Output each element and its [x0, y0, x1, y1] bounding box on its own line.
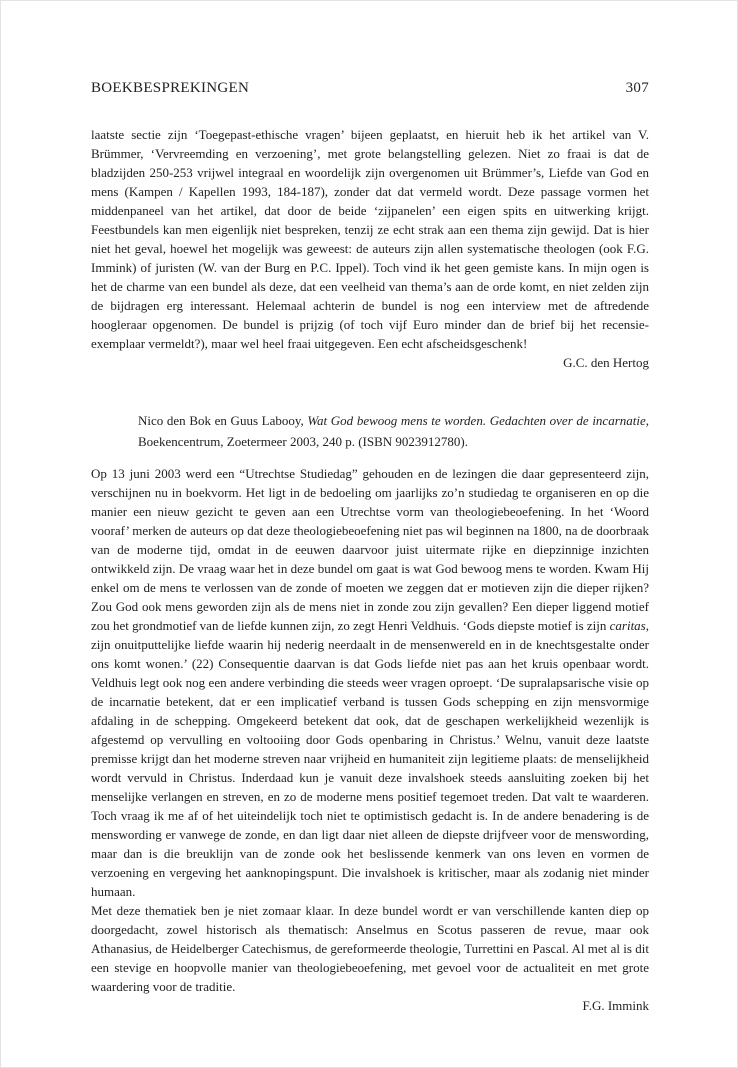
- review-2-signature: F.G. Immink: [582, 998, 649, 1013]
- page-header: [91, 79, 649, 97]
- review-2-paragraph-2: Met deze thematiek ben je niet zomaar klaar. In deze bundel wordt er van verschillende kanten diep op doorgedacht, zowel historisch als thematisch: Anselmus en Scotus passeren de revue, maar ook Athanasius, de Heidelberger Catechismus, de gereformeerde theologie, Turrettini en Pascal. Al met al is dit een stevige en hoopvolle manier van theologiebeoefening, met gevoel voor de actualiteit en met grote waardering voor de traditie.: [91, 903, 649, 994]
- review-1-paragraph: laatste sectie zijn ‘Toegepast-ethische vragen’ bijeen geplaatst, en hieruit heb ik het artikel van V. Brümmer, ‘Vervreemding en verzoening’, met grote belangstelling gelezen. Niet zo fraai is dat de bladzijden 250-253 vrijwel integraal en woordelijk zijn overgenomen uit Brümmer’s, Liefde van God en mens (Kampen / Kapellen 1993, 184-187), zonder dat dat vermeld wordt. Deze passage vormen het middenpaneel van het artikel, dat door de beide ‘zijpanelen’ een eigen spits en uitwerking krijgt. Feestbundels kan men eigenlijk niet bespreken, tenzij ze echt strak aan een thema zijn gewijd. Dat is hier niet het geval, hoewel het mogelijk was geweest: de auteurs zijn allen systematische theologen (ook F.G. Immink) of juristen (W. van der Burg en P.C. Ippel). Toch vind ik het geen gemiste kans. In mijn ogen is het de charme van een bundel als deze, dat een veelheid van thema’s aan de orde komt, en niet zelden zijn de bijdragen erg interessant. Helemaal achterin de bundel is nog een interview met de aftredende hoogleraar opgenomen. De bundel is prijzig (of toch vijf Euro minder dan de brief bij het recensie-exemplaar vermeldt?), maar wel heel fraai uitgegeven. Een echt afscheidsgeschenk!: [91, 127, 649, 351]
- page-body: [91, 125, 649, 1015]
- review-2-paragraph-1: Op 13 juni 2003 werd een “Utrechtse Studiedag” gehouden en de lezingen die daar gepresenteerd zijn, verschijnen nu in boekvorm. Het ligt in de bedoeling om jaarlijks zo’n studiedag te organiseren en op die manier een nieuw gezicht te geven aan een Utrechtse vorm van theologiebeoefening. In het ‘Woord vooraf’ merken de auteurs op dat deze theologiebeoefening niet pas wil beginnen na 1800, na de doorbraak van de moderne tijd, omdat in de eeuwen daarvoor juist uitermate rijke en diepzinnige inzichten ontwikkeld zijn. De vraag waar het in deze bundel om gaat is wat God bewoog mens te worden. Kwam Hij enkel om de mens te verlossen van de zonde of moeten we zeggen dat er motieven zijn die dieper rijken? Zou God ook mens geworden zijn als de mens niet in zonde zou zijn gevallen? Een dieper liggend motief zou het grondmotief van de liefde kunnen zijn, zo zegt Henri Veldhuis. ‘Gods diepste motief is zijn caritas, zijn onuitputtelijke liefde waarin hij nederig neerdaalt in de mensenwereld en in de knechtsgestalte onder ons komt wonen.’ (22) Consequentie daarvan is dat Gods liefde niet pas aan het kruis openbaar wordt. Veldhuis legt ook nog een andere verbinding die steeds weer vragen oproept. ‘De supralapsarische visie op de incarnatie betekent, dat er een implicatief verband is tussen Gods schepping en zijn mensvormige afdaling in de schepping. Omgekeerd betekent dat ook, dat de geschapen werkelijkheid wezenlijk is afgestemd op vervulling en voltooiing door Gods openbaring in Christus.’ Welnu, vanuit deze laatste premisse krijgt dan het moderne streven naar vrijheid en humaniteit zijn legitieme plaats: de menselijkheid wordt vervuld in Christus. Inderdaad kun je vanuit deze invalshoek steeds aansluiting zoeken bij het menselijke verlangen en streven, en zo de moderne mens positief tegemoet treden. Dat valt te waarderen. Toch vraag ik me af of het uiteindelijk toch niet te optimistisch gedacht is. In de andere benadering is de menswording er vanwege de zonde, en dan ligt daar niet alleen de diepste drijfveer voor de menswording, maar dan is die breuklijn van de zonde ook het beslissende kenmerk van ons leven en vormen de verzoening en vergeving het aanknopingspunt. Die invalshoek is kritischer, maar als zodanig niet minder humaan.: [91, 466, 649, 899]
- page-number: 307: [625, 80, 649, 96]
- book-citation: Nico den Bok en Guus Labooy, Wat God bewoog mens te worden. Gedachten over de incarnatie, Boekencentrum, Zoetermeer 2003, 240 p. (ISBN 9023912780).: [138, 413, 649, 449]
- review-1-signature: G.C. den Hertog: [563, 355, 649, 370]
- running-head: BOEKBESPREKINGEN: [91, 80, 250, 96]
